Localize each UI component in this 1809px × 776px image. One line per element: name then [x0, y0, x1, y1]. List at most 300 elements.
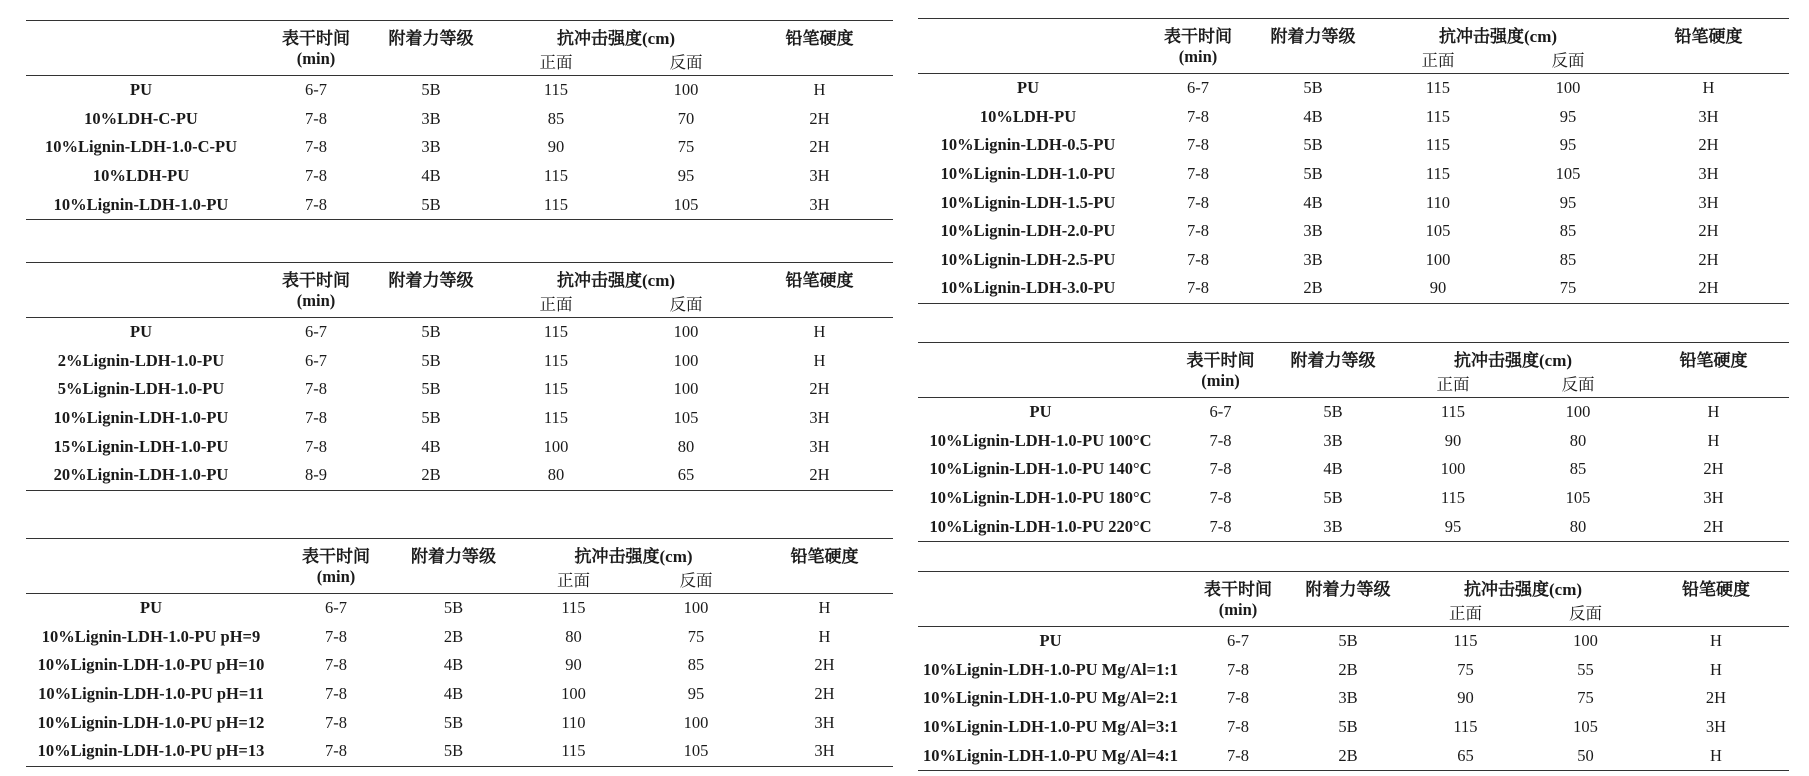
cell-surface-dry-time: 6-7	[325, 598, 347, 618]
header-impact-strength: 抗冲击强度(cm)	[511, 539, 756, 568]
cell-adhesion-grade: 5B	[421, 408, 441, 428]
header-sample	[26, 263, 256, 292]
cell-pencil-hardness: 3H	[1698, 106, 1719, 126]
cell-sample-name: 10%Lignin-LDH-1.0-C-PU	[44, 137, 238, 157]
cell-impact-back: 105	[1555, 164, 1581, 184]
header-surface-dry-time: 表干时间	[256, 21, 376, 50]
header-blank	[26, 567, 276, 594]
cell-impact-front: 90	[565, 655, 582, 675]
header-pencil-hardness: 铅笔硬度	[746, 263, 893, 292]
cell-impact-front: 100	[561, 684, 586, 704]
table-row	[26, 190, 893, 219]
table-row	[26, 162, 893, 191]
cell-adhesion-grade: 5B	[421, 379, 441, 399]
header-impact-back: 反面	[1528, 600, 1643, 627]
cell-adhesion-grade: 5B	[1303, 135, 1323, 155]
cell-pencil-hardness: 3H	[809, 166, 830, 186]
table-row	[918, 512, 1789, 541]
cell-impact-back: 105	[636, 737, 756, 766]
cell-surface-dry-time: 6-7	[305, 80, 327, 100]
cell-sample-name: 10%Lignin-LDH-0.5-PU	[940, 135, 1116, 155]
cell-adhesion-grade: 3B	[1303, 249, 1323, 269]
cell-surface-dry-time: 6-7	[1209, 402, 1232, 422]
table-row	[918, 741, 1789, 770]
cell-sample-name: 10%LDH-PU	[92, 166, 190, 186]
cell-adhesion-grade: 3B	[1303, 221, 1323, 241]
cell-sample-name: PU	[1029, 402, 1052, 422]
cell-sample-name: 10%Lignin-LDH-1.0-PU pH=10	[37, 655, 265, 675]
cell-adhesion-grade: 5B	[1338, 717, 1358, 737]
cell-pencil-hardness: 3H	[809, 436, 830, 456]
cell-impact-back: 95	[687, 684, 705, 704]
header-impact-front: 正面	[1388, 371, 1518, 398]
header-impact-strength: 抗冲击强度(cm)	[1388, 343, 1638, 372]
cell-sample-name: 10%Lignin-LDH-1.0-PU 100°C	[929, 430, 1152, 450]
cell-impact-front: 80	[486, 461, 626, 490]
table-row	[26, 432, 893, 461]
cell-adhesion-grade: 5B	[396, 737, 511, 766]
cell-impact-front: 115	[1425, 78, 1451, 98]
cell-surface-dry-time: 7-8	[1209, 488, 1232, 508]
header-blank	[376, 49, 486, 76]
cell-impact-back: 100	[673, 322, 699, 342]
cell-sample-name: 10%Lignin-LDH-1.0-PU 220°C	[918, 512, 1163, 541]
header-adhesion-grade: 附着力等级	[376, 21, 486, 50]
cell-impact-back: 80	[1569, 430, 1587, 450]
table-temperature-series	[918, 342, 1789, 542]
table-row	[918, 484, 1789, 513]
cell-impact-back: 105	[1573, 717, 1598, 737]
cell-pencil-hardness: 3H	[756, 737, 893, 766]
table-row	[918, 188, 1789, 217]
cell-impact-back: 100	[1555, 78, 1581, 98]
cell-sample-name: 10%LDH-C-PU	[84, 108, 198, 128]
cell-impact-front: 115	[543, 166, 569, 186]
cell-surface-dry-time: 7-8	[325, 712, 347, 732]
cell-impact-front: 115	[543, 408, 569, 428]
table-row	[26, 737, 893, 766]
table-row	[26, 461, 893, 490]
header-impact-front: 正面	[511, 567, 636, 594]
cell-sample-name: 10%LDH-PU	[979, 106, 1077, 126]
header-pencil-hardness: 铅笔硬度	[1638, 343, 1789, 372]
cell-impact-front: 115	[1440, 402, 1466, 422]
cell-surface-dry-time: 7-8	[1227, 659, 1249, 679]
cell-sample-name: 10%Lignin-LDH-1.0-PU Mg/Al=1:1	[922, 659, 1179, 679]
header-sample	[918, 343, 1163, 372]
header-sample	[26, 21, 256, 50]
header-surface-dry-time: 表干时间	[1183, 572, 1293, 601]
header-impact-front: 正面	[1403, 600, 1528, 627]
cell-adhesion-grade: 2B	[376, 461, 486, 490]
cell-impact-front: 110	[1425, 192, 1451, 212]
cell-surface-dry-time: 7-8	[1187, 221, 1209, 241]
cell-pencil-hardness: H	[818, 626, 831, 646]
cell-pencil-hardness: 2H	[1705, 688, 1727, 708]
header-adhesion-grade: 附着力等级	[396, 539, 511, 568]
cell-surface-dry-time: 7-8	[1187, 135, 1209, 155]
cell-adhesion-grade: 5B	[421, 80, 441, 100]
cell-impact-back: 75	[1577, 688, 1594, 708]
cell-adhesion-grade: 5B	[443, 712, 464, 732]
cell-impact-front: 75	[1457, 659, 1474, 679]
header-surface-dry-time: 表干时间	[256, 263, 376, 292]
cell-impact-front: 115	[543, 80, 569, 100]
cell-impact-front: 115	[1425, 164, 1451, 184]
table-row	[26, 318, 893, 347]
cell-impact-back: 75	[687, 626, 705, 646]
cell-impact-back: 100	[1573, 631, 1598, 651]
cell-pencil-hardness: 2H	[1698, 221, 1719, 241]
header-blank	[26, 49, 256, 76]
cell-surface-dry-time: 7-8	[1163, 512, 1278, 541]
cell-impact-front: 80	[565, 626, 582, 646]
table-row	[26, 404, 893, 433]
cell-impact-front: 65	[1403, 741, 1528, 770]
cell-impact-back: 95	[1559, 106, 1577, 126]
table-row	[26, 105, 893, 134]
cell-pencil-hardness: 3H	[1698, 192, 1719, 212]
table-ph-series	[26, 538, 893, 767]
table-row	[26, 133, 893, 162]
header-pencil-hardness: 铅笔硬度	[746, 21, 893, 50]
cell-surface-dry-time: 7-8	[325, 626, 347, 646]
cell-pencil-hardness: H	[813, 80, 826, 100]
cell-pencil-hardness: 2H	[814, 684, 835, 704]
cell-sample-name: 10%Lignin-LDH-1.0-PU pH=11	[38, 684, 264, 704]
cell-impact-front: 115	[486, 190, 626, 219]
cell-sample-name: 2%Lignin-LDH-1.0-PU	[57, 350, 225, 370]
cell-surface-dry-time: 7-8	[1138, 274, 1258, 303]
cell-surface-dry-time: 7-8	[1209, 459, 1232, 479]
cell-surface-dry-time: 8-9	[256, 461, 376, 490]
header-blank	[918, 600, 1183, 627]
cell-sample-name: 10%Lignin-LDH-1.0-PU pH=13	[26, 737, 276, 766]
header-impact-front: 正面	[486, 49, 626, 76]
cell-pencil-hardness: 2H	[809, 137, 830, 157]
table-mgal-series	[918, 571, 1789, 771]
cell-pencil-hardness: 3H	[809, 408, 830, 428]
cell-sample-name: 10%Lignin-LDH-1.5-PU	[940, 192, 1116, 212]
cell-pencil-hardness: 2H	[746, 461, 893, 490]
cell-pencil-hardness: 2H	[1703, 459, 1724, 479]
cell-sample-name: 10%Lignin-LDH-1.0-PU pH=12	[37, 712, 265, 732]
cell-adhesion-grade: 5B	[1303, 78, 1323, 98]
header-blank	[746, 49, 893, 76]
cell-impact-front: 115	[1440, 488, 1466, 508]
cell-surface-dry-time: 7-8	[1187, 164, 1209, 184]
cell-surface-dry-time: 6-7	[305, 322, 327, 342]
cell-sample-name: 10%Lignin-LDH-1.0-PU	[26, 190, 256, 219]
cell-sample-name: PU	[1039, 631, 1062, 651]
cell-pencil-hardness: 3H	[1698, 164, 1719, 184]
header-surface-dry-unit: (min)	[276, 567, 396, 594]
cell-impact-back: 105	[673, 408, 699, 428]
header-impact-strength: 抗冲击强度(cm)	[486, 21, 746, 50]
cell-impact-front: 115	[1453, 717, 1478, 737]
cell-surface-dry-time: 7-8	[305, 137, 327, 157]
cell-sample-name: PU	[130, 80, 152, 100]
cell-pencil-hardness: H	[1643, 741, 1789, 770]
cell-impact-back: 75	[677, 137, 695, 157]
cell-impact-back: 70	[677, 108, 695, 128]
table-row	[918, 684, 1789, 713]
table-row	[918, 656, 1789, 685]
header-surface-dry-unit: (min)	[256, 291, 376, 318]
header-blank	[1293, 600, 1403, 627]
table-row	[918, 398, 1789, 427]
cell-sample-name: 10%Lignin-LDH-1.0-PU	[53, 408, 229, 428]
header-blank	[918, 371, 1163, 398]
table-row	[918, 160, 1789, 189]
header-surface-dry-time: 表干时间	[1138, 19, 1258, 48]
header-blank	[1278, 371, 1388, 398]
table-row	[918, 427, 1789, 456]
cell-impact-front: 100	[1440, 459, 1466, 479]
cell-adhesion-grade: 5B	[1303, 164, 1323, 184]
header-sample	[918, 19, 1138, 48]
cell-sample-name: 10%Lignin-LDH-1.0-PU Mg/Al=4:1	[918, 741, 1183, 770]
header-impact-front: 正面	[1368, 47, 1508, 74]
cell-sample-name: 10%Lignin-LDH-1.0-PU Mg/Al=3:1	[922, 717, 1179, 737]
table-row	[918, 627, 1789, 656]
cell-pencil-hardness: H	[813, 350, 826, 370]
cell-surface-dry-time: 7-8	[1227, 717, 1249, 737]
header-impact-back: 反面	[626, 291, 746, 318]
cell-impact-back: 95	[677, 166, 695, 186]
table-row	[918, 246, 1789, 275]
cell-sample-name: 10%Lignin-LDH-1.0-PU pH=9	[41, 626, 261, 646]
table-row	[918, 274, 1789, 303]
cell-adhesion-grade: 3B	[1338, 688, 1358, 708]
cell-impact-back: 85	[1559, 249, 1577, 269]
cell-sample-name: 10%Lignin-LDH-2.5-PU	[940, 249, 1116, 269]
cell-sample-name: 10%Lignin-LDH-2.0-PU	[940, 221, 1116, 241]
cell-pencil-hardness: 3H	[746, 190, 893, 219]
cell-impact-front: 90	[547, 137, 565, 157]
header-impact-back: 反面	[1518, 371, 1638, 398]
cell-adhesion-grade: 2B	[443, 626, 464, 646]
cell-impact-back: 85	[687, 655, 705, 675]
header-blank	[1628, 47, 1789, 74]
header-impact-front: 正面	[486, 291, 626, 318]
cell-adhesion-grade: 5B	[1323, 488, 1343, 508]
header-surface-dry-unit: (min)	[1183, 600, 1293, 627]
cell-impact-back: 100	[683, 598, 709, 618]
header-blank	[376, 291, 486, 318]
header-surface-dry-unit: (min)	[1163, 371, 1278, 398]
cell-sample-name: PU	[140, 598, 162, 618]
cell-adhesion-grade: 4B	[1323, 459, 1343, 479]
cell-pencil-hardness: 3H	[1703, 488, 1724, 508]
cell-sample-name: 10%Lignin-LDH-1.0-PU	[940, 164, 1116, 184]
table-ratio-series	[918, 18, 1789, 304]
cell-surface-dry-time: 7-8	[1227, 688, 1249, 708]
cell-pencil-hardness: 2H	[1628, 274, 1789, 303]
cell-sample-name: 10%Lignin-LDH-1.0-PU 180°C	[929, 488, 1152, 508]
header-impact-back: 反面	[1508, 47, 1628, 74]
cell-impact-back: 100	[673, 350, 699, 370]
cell-impact-back: 100	[1565, 402, 1591, 422]
cell-impact-front: 115	[543, 322, 569, 342]
cell-surface-dry-time: 6-7	[305, 350, 327, 370]
cell-pencil-hardness: 2H	[1698, 249, 1719, 269]
cell-pencil-hardness: 3H	[1705, 717, 1727, 737]
cell-pencil-hardness: H	[1710, 659, 1722, 679]
header-impact-strength: 抗冲击强度(cm)	[486, 263, 746, 292]
cell-surface-dry-time: 7-8	[1209, 430, 1232, 450]
cell-adhesion-grade: 4B	[421, 166, 441, 186]
cell-adhesion-grade: 4B	[421, 436, 441, 456]
cell-impact-front: 90	[1444, 430, 1462, 450]
table-row	[26, 347, 893, 376]
table-row	[918, 103, 1789, 132]
table-row	[26, 594, 893, 623]
cell-impact-front: 115	[1453, 631, 1478, 651]
cell-surface-dry-time: 7-8	[305, 436, 327, 456]
cell-impact-back: 75	[1508, 274, 1628, 303]
table-row	[918, 713, 1789, 742]
cell-impact-back: 65	[626, 461, 746, 490]
header-blank	[918, 47, 1138, 74]
cell-impact-back: 55	[1577, 659, 1594, 679]
cell-surface-dry-time: 7-8	[256, 190, 376, 219]
header-surface-dry-unit: (min)	[1138, 47, 1258, 74]
header-blank	[1643, 600, 1789, 627]
table-row	[918, 455, 1789, 484]
cell-impact-front: 90	[1457, 688, 1474, 708]
table-row	[918, 74, 1789, 103]
cell-adhesion-grade: 5B	[443, 598, 464, 618]
cell-adhesion-grade: 3B	[421, 137, 441, 157]
table-row	[918, 217, 1789, 246]
cell-impact-front: 115	[543, 379, 569, 399]
cell-adhesion-grade: 5B	[421, 350, 441, 370]
cell-pencil-hardness: 2H	[809, 379, 830, 399]
cell-impact-back: 85	[1559, 221, 1577, 241]
cell-adhesion-grade: 4B	[443, 684, 464, 704]
cell-adhesion-grade: 4B	[443, 655, 464, 675]
cell-sample-name: 15%Lignin-LDH-1.0-PU	[53, 436, 229, 456]
cell-surface-dry-time: 7-8	[1187, 192, 1209, 212]
header-surface-dry-unit: (min)	[256, 49, 376, 76]
cell-surface-dry-time: 7-8	[1183, 741, 1293, 770]
cell-impact-back: 100	[673, 80, 699, 100]
cell-impact-front: 100	[1425, 249, 1451, 269]
table-row	[26, 651, 893, 680]
header-adhesion-grade: 附着力等级	[1258, 19, 1368, 48]
cell-impact-back: 95	[1559, 192, 1577, 212]
cell-adhesion-grade: 3B	[1278, 512, 1388, 541]
table-row	[918, 131, 1789, 160]
cell-pencil-hardness: H	[1707, 402, 1720, 422]
table-row	[26, 680, 893, 709]
cell-adhesion-grade: 5B	[421, 322, 441, 342]
cell-impact-back: 105	[1565, 488, 1591, 508]
header-blank	[26, 291, 256, 318]
header-blank	[756, 567, 893, 594]
cell-pencil-hardness: H	[1702, 78, 1715, 98]
cell-pencil-hardness: 2H	[814, 655, 835, 675]
cell-impact-back: 80	[1518, 512, 1638, 541]
cell-surface-dry-time: 7-8	[276, 737, 396, 766]
cell-pencil-hardness: H	[1710, 631, 1722, 651]
cell-pencil-hardness: 2H	[1638, 512, 1789, 541]
cell-impact-back: 85	[1569, 459, 1587, 479]
cell-impact-front: 115	[1425, 106, 1451, 126]
table-row	[26, 623, 893, 652]
cell-adhesion-grade: 3B	[421, 108, 441, 128]
header-blank	[396, 567, 511, 594]
cell-pencil-hardness: H	[813, 322, 826, 342]
cell-pencil-hardness: 2H	[809, 108, 830, 128]
header-impact-back: 反面	[636, 567, 756, 594]
cell-adhesion-grade: 2B	[1338, 659, 1358, 679]
cell-adhesion-grade: 4B	[1303, 192, 1323, 212]
header-pencil-hardness: 铅笔硬度	[1628, 19, 1789, 48]
header-blank	[1638, 371, 1789, 398]
table-sample-series-a	[26, 20, 893, 220]
cell-adhesion-grade: 2B	[1293, 741, 1403, 770]
cell-impact-front: 105	[1425, 221, 1451, 241]
cell-impact-front: 95	[1388, 512, 1518, 541]
table-row	[26, 708, 893, 737]
cell-surface-dry-time: 6-7	[1227, 631, 1249, 651]
cell-surface-dry-time: 7-8	[305, 408, 327, 428]
table-row	[26, 375, 893, 404]
cell-surface-dry-time: 7-8	[325, 655, 347, 675]
header-sample	[918, 572, 1183, 601]
cell-surface-dry-time: 7-8	[1187, 106, 1209, 126]
cell-sample-name: 10%Lignin-LDH-3.0-PU	[918, 274, 1138, 303]
cell-adhesion-grade: 3B	[1323, 430, 1343, 450]
header-adhesion-grade: 附着力等级	[376, 263, 486, 292]
cell-impact-front: 115	[1425, 135, 1451, 155]
cell-impact-front: 115	[511, 737, 636, 766]
header-impact-strength: 抗冲击强度(cm)	[1403, 572, 1643, 601]
cell-pencil-hardness: H	[818, 598, 831, 618]
header-sample	[26, 539, 276, 568]
cell-impact-front: 90	[1368, 274, 1508, 303]
cell-sample-name: 10%Lignin-LDH-1.0-PU 140°C	[929, 459, 1152, 479]
header-surface-dry-time: 表干时间	[1163, 343, 1278, 372]
cell-surface-dry-time: 7-8	[305, 108, 327, 128]
cell-impact-front: 100	[543, 436, 569, 456]
cell-adhesion-grade: 4B	[1303, 106, 1323, 126]
header-surface-dry-time: 表干时间	[276, 539, 396, 568]
header-impact-strength: 抗冲击强度(cm)	[1368, 19, 1628, 48]
cell-impact-back: 105	[626, 190, 746, 219]
cell-impact-front: 85	[547, 108, 565, 128]
table-loading-series	[26, 262, 893, 491]
header-adhesion-grade: 附着力等级	[1278, 343, 1388, 372]
cell-adhesion-grade: 5B	[1338, 631, 1358, 651]
table-row	[26, 76, 893, 105]
header-pencil-hardness: 铅笔硬度	[1643, 572, 1789, 601]
cell-impact-front: 110	[561, 712, 586, 732]
cell-impact-back: 80	[677, 436, 695, 456]
header-adhesion-grade: 附着力等级	[1293, 572, 1403, 601]
cell-impact-front: 115	[561, 598, 586, 618]
header-pencil-hardness: 铅笔硬度	[756, 539, 893, 568]
cell-surface-dry-time: 7-8	[305, 166, 327, 186]
cell-sample-name: 20%Lignin-LDH-1.0-PU	[26, 461, 256, 490]
cell-impact-back: 100	[673, 379, 699, 399]
header-blank	[1258, 47, 1368, 74]
cell-impact-back: 50	[1528, 741, 1643, 770]
cell-impact-back: 95	[1559, 135, 1577, 155]
cell-surface-dry-time: 7-8	[325, 684, 347, 704]
